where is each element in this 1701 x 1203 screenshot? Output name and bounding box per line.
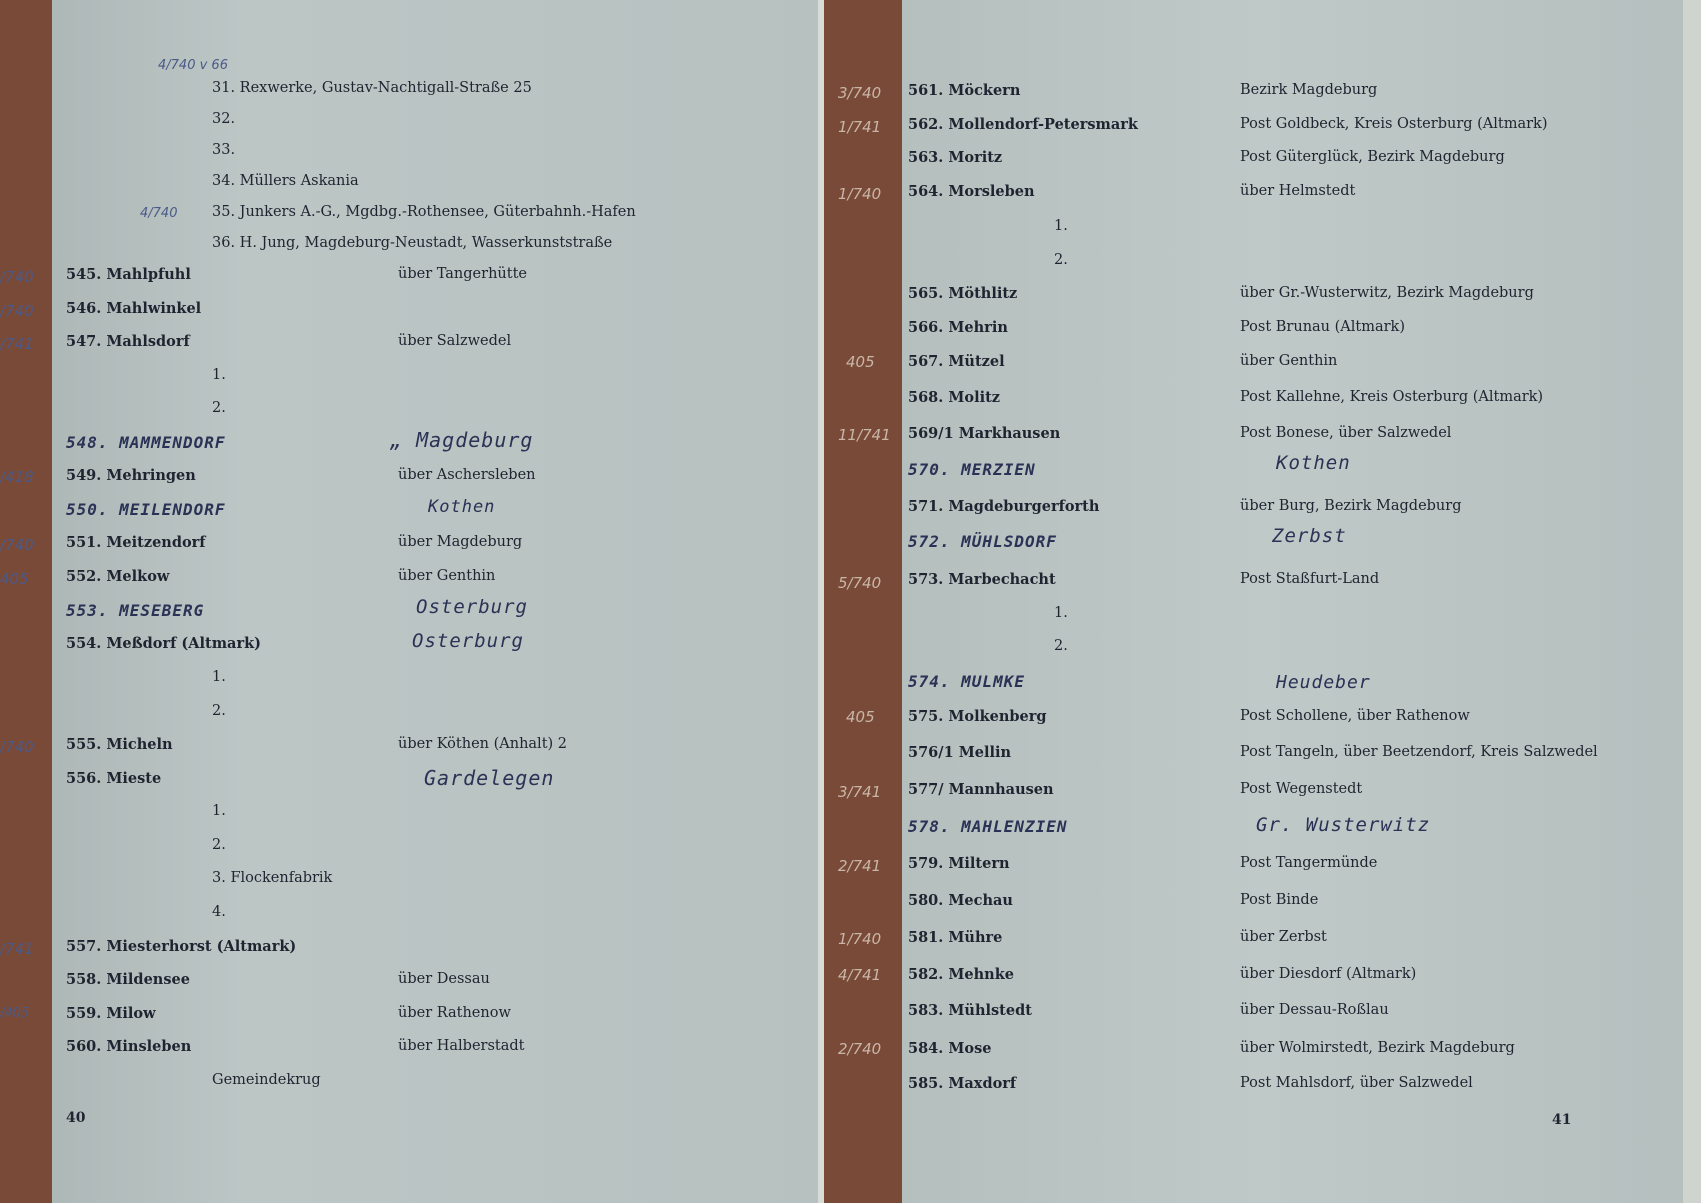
entry-name: 582. Mehnke bbox=[908, 966, 1014, 983]
entry-location: über Helmstedt bbox=[1240, 183, 1356, 199]
subentry: 34. Müllers Askania bbox=[212, 173, 359, 189]
entry-location: Post Mahlsdorf, über Salzwedel bbox=[1240, 1075, 1473, 1091]
entry-name: 577/ Mannhausen bbox=[908, 781, 1054, 798]
margin-note: /740 bbox=[0, 738, 34, 756]
margin-note: 3/740 bbox=[838, 84, 882, 102]
margin-note: 405 bbox=[0, 570, 29, 588]
entry-location: über Magdeburg bbox=[398, 534, 523, 550]
entry-name: 583. Mühlstedt bbox=[908, 1002, 1032, 1019]
subentry: 36. H. Jung, Magdeburg-Neustadt, Wasserkunststraße bbox=[212, 235, 613, 251]
margin-note: 405 bbox=[846, 708, 875, 726]
entry-name: 565. Möthlitz bbox=[908, 285, 1018, 302]
entry-location: über Halberstadt bbox=[398, 1038, 525, 1054]
entry-name: 567. Mützel bbox=[908, 353, 1005, 370]
entry-location: Kothen bbox=[428, 497, 496, 517]
entry-name: 562. Mollendorf-Petersmark bbox=[908, 116, 1138, 133]
subentry: 31. Rexwerke, Gustav-Nachtigall-Straße 25 bbox=[212, 80, 532, 96]
subentry: 32. bbox=[212, 111, 236, 127]
page-edge bbox=[1683, 0, 1701, 1203]
margin-note: /740 bbox=[0, 268, 34, 286]
entry-name: 549. Mehringen bbox=[66, 467, 196, 484]
margin-note: 2/740 bbox=[838, 1040, 882, 1058]
entry-name: 548. MAMMENDORF bbox=[66, 433, 226, 452]
entry-name: 1. bbox=[1054, 218, 1068, 234]
entry-location: über Dessau bbox=[398, 971, 490, 987]
entry-name: 556. Mieste bbox=[66, 770, 162, 787]
entry-location: über Tangerhütte bbox=[398, 266, 527, 282]
entry-location: über Rathenow bbox=[398, 1005, 511, 1021]
entry-name: 564. Morsleben bbox=[908, 183, 1035, 200]
entry-location: über Diesdorf (Altmark) bbox=[1240, 966, 1417, 982]
entry-location: über Wolmirstedt, Bezirk Magdeburg bbox=[1240, 1040, 1515, 1056]
margin-note: /740 bbox=[0, 536, 34, 554]
subentry: 33. bbox=[212, 142, 236, 158]
entry-name: 2. bbox=[212, 837, 226, 853]
page-number: 40 bbox=[66, 1110, 86, 1126]
entry-location: Osterburg bbox=[412, 630, 524, 652]
margin-note: 1/741 bbox=[838, 118, 882, 136]
entry-name: 578. MAHLENZIEN bbox=[908, 817, 1068, 836]
entry-location: Post Güterglück, Bezirk Magdeburg bbox=[1240, 149, 1505, 165]
entry-location: Post Binde bbox=[1240, 892, 1319, 908]
entry-location: Post Wegenstedt bbox=[1240, 781, 1363, 797]
entry-location: über Köthen (Anhalt) 2 bbox=[398, 736, 568, 752]
margin-note: /405 bbox=[0, 1006, 30, 1021]
entry-name: 557. Miesterhorst (Altmark) bbox=[66, 938, 297, 955]
entry-name: 4. bbox=[212, 904, 226, 920]
entry-location: Post Kallehne, Kreis Osterburg (Altmark) bbox=[1240, 389, 1544, 405]
entry-location: Bezirk Magdeburg bbox=[1240, 82, 1378, 98]
entry-name: 1. bbox=[1054, 605, 1068, 621]
margin-note: 5/740 bbox=[838, 574, 882, 592]
entry-name: 547. Mahlsdorf bbox=[66, 333, 190, 350]
margin-note: 4/740 v 66 bbox=[158, 58, 228, 73]
entry-name: 559. Milow bbox=[66, 1005, 156, 1022]
entry-name: 552. Melkow bbox=[66, 568, 170, 585]
entry-name: 546. Mahlwinkel bbox=[66, 300, 202, 317]
entry-location: Kothen bbox=[1276, 452, 1351, 474]
entry-location: Heudeber bbox=[1276, 672, 1371, 693]
entry-name: 584. Mose bbox=[908, 1040, 992, 1057]
margin-note: 405 bbox=[846, 353, 875, 371]
margin-note: /418 bbox=[0, 468, 34, 486]
entry-location: Post Staßfurt-Land bbox=[1240, 571, 1380, 587]
entry-name: 575. Molkenberg bbox=[908, 708, 1047, 725]
margin-note: /740 bbox=[0, 302, 34, 320]
margin-note: /741 bbox=[0, 940, 34, 958]
entry-location: Zerbst bbox=[1272, 525, 1347, 547]
entry-location: Gr. Wusterwitz bbox=[1256, 814, 1431, 836]
entry-name: 2. bbox=[1054, 638, 1068, 654]
entry-name: 569/1 Markhausen bbox=[908, 425, 1061, 442]
entry-name: 580. Mechau bbox=[908, 892, 1013, 909]
page-number: 41 bbox=[1552, 1112, 1572, 1128]
right-page bbox=[824, 0, 1701, 1203]
entry-name: 1. bbox=[212, 803, 226, 819]
entry-location: Gardelegen bbox=[424, 766, 555, 790]
entry-location: Post Bonese, über Salzwedel bbox=[1240, 425, 1452, 441]
entry-name: 554. Meßdorf (Altmark) bbox=[66, 635, 261, 652]
entry-location: über Burg, Bezirk Magdeburg bbox=[1240, 498, 1462, 514]
binding-tape-left bbox=[0, 0, 52, 1203]
entry-location: Osterburg bbox=[416, 596, 528, 618]
entry-location: über Dessau-Roßlau bbox=[1240, 1002, 1389, 1018]
entry-name: 576/1 Mellin bbox=[908, 744, 1012, 761]
entry-location: über Zerbst bbox=[1240, 929, 1327, 945]
entry-name: 2. bbox=[1054, 252, 1068, 268]
entry-name: 573. Marbechacht bbox=[908, 571, 1056, 588]
entry-name: 571. Magdeburgerforth bbox=[908, 498, 1100, 515]
entry-location: Post Tangermünde bbox=[1240, 855, 1378, 871]
binding-tape-right bbox=[824, 0, 902, 1203]
margin-note: 4/740 bbox=[140, 206, 178, 221]
margin-note: 2/741 bbox=[838, 857, 882, 875]
margin-note: /741 bbox=[0, 335, 34, 353]
entry-location: Post Tangeln, über Beetzendorf, Kreis Salzwedel bbox=[1240, 744, 1598, 760]
entry-name: 1. bbox=[212, 669, 226, 685]
entry-name: 558. Mildensee bbox=[66, 971, 190, 988]
entry-location: Post Brunau (Altmark) bbox=[1240, 319, 1405, 335]
entry-name: Gemeindekrug bbox=[212, 1072, 321, 1088]
entry-location: Post Goldbeck, Kreis Osterburg (Altmark) bbox=[1240, 116, 1548, 132]
subentry: 35. Junkers A.-G., Mgdbg.-Rothensee, Güterbahnh.-Hafen bbox=[212, 204, 636, 220]
entry-location: über Genthin bbox=[398, 568, 496, 584]
entry-name: 553. MESEBERG bbox=[66, 601, 205, 620]
entry-name: 561. Möckern bbox=[908, 82, 1021, 99]
entry-location: Post Schollene, über Rathenow bbox=[1240, 708, 1470, 724]
entry-location: über Aschersleben bbox=[398, 467, 536, 483]
entry-location: über Gr.-Wusterwitz, Bezirk Magdeburg bbox=[1240, 285, 1534, 301]
margin-note: 3/741 bbox=[838, 783, 882, 801]
entry-name: 570. MERZIEN bbox=[908, 460, 1036, 479]
entry-name: 579. Miltern bbox=[908, 855, 1010, 872]
entry-name: 551. Meitzendorf bbox=[66, 534, 206, 551]
entry-location: über Genthin bbox=[1240, 353, 1338, 369]
entry-name: 545. Mahlpfuhl bbox=[66, 266, 191, 283]
entry-name: 560. Minsleben bbox=[66, 1038, 192, 1055]
entry-name: 574. MULMKE bbox=[908, 672, 1025, 691]
margin-note: 11/741 bbox=[838, 426, 891, 444]
margin-note: 1/740 bbox=[838, 185, 882, 203]
entry-name: 1. bbox=[212, 367, 226, 383]
entry-name: 568. Molitz bbox=[908, 389, 1001, 406]
entry-name: 550. MEILENDORF bbox=[66, 500, 226, 519]
entry-name: 2. bbox=[212, 703, 226, 719]
entry-name: 572. MÜHLSDORF bbox=[908, 532, 1057, 551]
entry-name: 585. Maxdorf bbox=[908, 1075, 1017, 1092]
margin-note: 4/741 bbox=[838, 966, 882, 984]
entry-name: 563. Moritz bbox=[908, 149, 1003, 166]
margin-note: 1/740 bbox=[838, 930, 882, 948]
entry-name: 2. bbox=[212, 400, 226, 416]
entry-location: über Salzwedel bbox=[398, 333, 512, 349]
entry-name: 566. Mehrin bbox=[908, 319, 1008, 336]
entry-name: 3. Flockenfabrik bbox=[212, 870, 333, 886]
entry-location: „ Magdeburg bbox=[390, 428, 534, 452]
left-page bbox=[0, 0, 820, 1203]
entry-name: 581. Mühre bbox=[908, 929, 1003, 946]
entry-name: 555. Micheln bbox=[66, 736, 173, 753]
